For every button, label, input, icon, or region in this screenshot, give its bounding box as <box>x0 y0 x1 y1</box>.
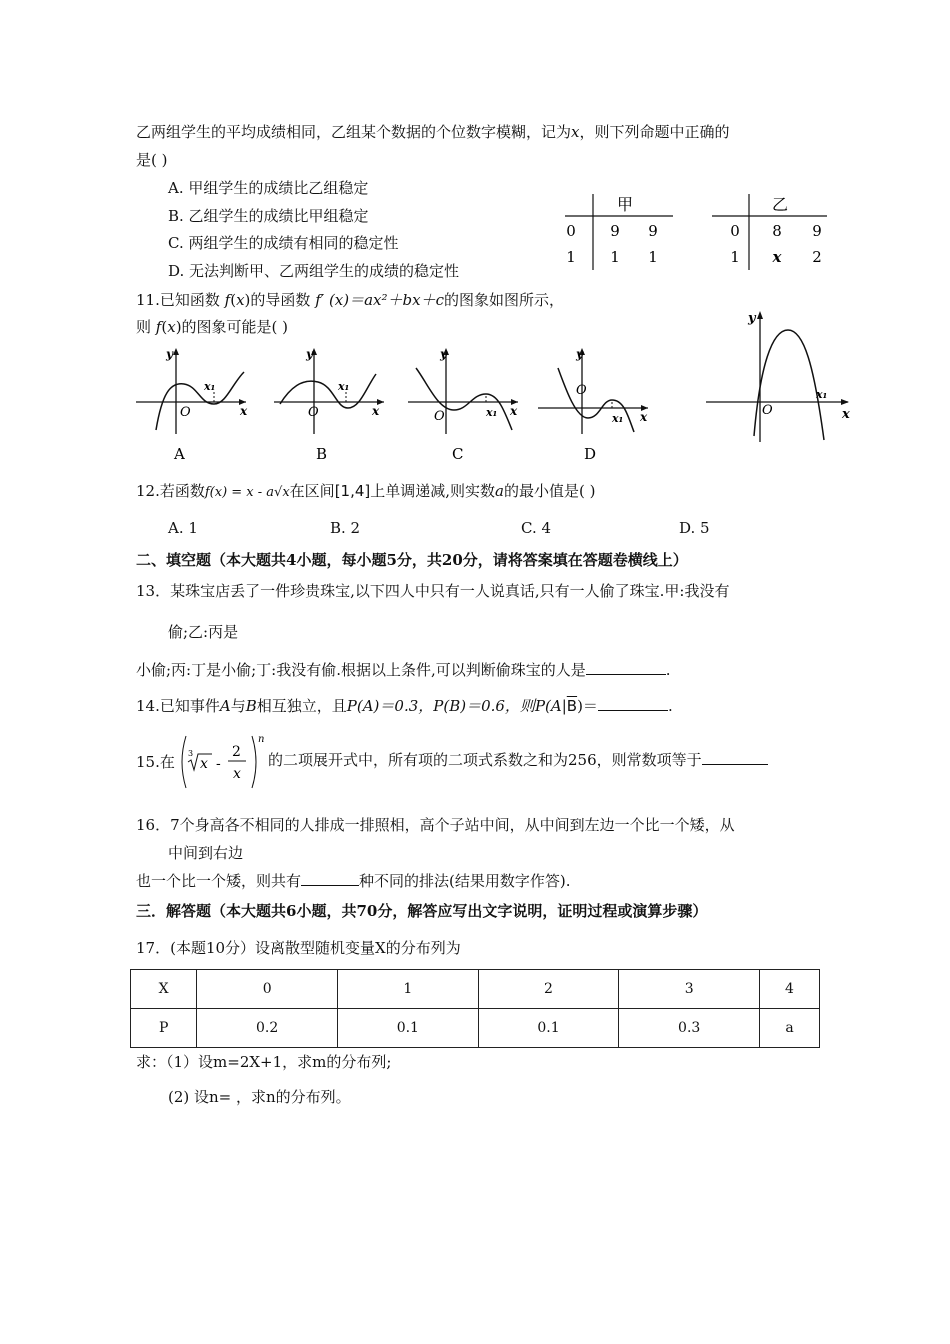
q10-option-b: B. 乙组学生的成绩比甲组稳定 <box>168 207 369 225</box>
svg-text:x: x <box>842 407 850 422</box>
stem-leaf-yi <box>712 194 827 270</box>
svg-text:O: O <box>762 403 773 418</box>
svg-text:n: n <box>258 734 265 745</box>
q13-line2: 偷;乙:丙是 <box>168 623 239 641</box>
distribution-table-row: P 0.2 0.1 0.1 0.3 a <box>131 1009 820 1048</box>
graph-b-label: B <box>316 445 328 462</box>
q15-label: 15.在 <box>136 753 175 771</box>
graph-c-label: C <box>452 445 464 462</box>
svg-text:1: 1 <box>648 248 658 266</box>
svg-text:2: 2 <box>812 248 822 266</box>
q12-option-c: C. 4 <box>521 519 552 537</box>
graph-a <box>134 344 254 462</box>
q17-title: 17．(本题10分）设离散型随机变量X的分布列为 <box>136 939 461 957</box>
svg-text:y: y <box>748 311 756 326</box>
q16-line1: 16．7个身高各不相同的人排成一排照相，高个子站中间，从中间到左边一个比一个矮，从 <box>136 816 735 834</box>
section-2-heading: 二、填空题（本大题共4小题，每小题5分，共20分，请将答案填在答题卷横线上） <box>136 551 688 569</box>
svg-text:x: x <box>510 404 518 418</box>
svg-text:x₁: x₁ <box>816 388 828 401</box>
svg-text:y: y <box>306 347 313 361</box>
q10-stem-line2: 是( ) <box>136 151 168 169</box>
q17-ask-1: 求：（1）设m=2X+1，求m的分布列; <box>136 1053 392 1071</box>
q13-line3: 小偷;丙:丁是小偷;丁:我没有偷.根据以上条件,可以判断偷珠宝的人是 . <box>136 661 671 679</box>
q15-answer-blank[interactable] <box>702 750 768 765</box>
svg-text:0: 0 <box>566 222 576 240</box>
graph-c <box>406 344 526 462</box>
svg-text:x₁: x₁ <box>338 380 350 393</box>
q15-binomial-expression <box>176 730 270 794</box>
distribution-table <box>130 969 820 1048</box>
q12-option-b: B. 2 <box>330 519 361 537</box>
q11-stem-line2: 则 f(x)的图象可能是( ) <box>136 318 289 336</box>
q14-answer-blank[interactable] <box>598 696 668 711</box>
svg-text:0: 0 <box>730 222 740 240</box>
svg-text:x₁: x₁ <box>204 380 216 393</box>
svg-text:x: x <box>772 248 782 266</box>
svg-text:x: x <box>240 404 248 418</box>
q11-stem-line1: 11.已知函数 f(x)的导函数 f′ (x)＝ax²＋bx＋c的图象如图所示， <box>136 291 564 309</box>
svg-text:y: y <box>576 347 583 361</box>
svg-text:2: 2 <box>232 744 241 760</box>
q16-line3: 也一个比一个矮，则共有 种不同的排法(结果用数字作答). <box>136 872 571 890</box>
svg-text:1: 1 <box>610 248 620 266</box>
graph-d <box>536 344 656 462</box>
svg-text:8: 8 <box>772 222 782 240</box>
svg-text:-: - <box>216 756 221 772</box>
svg-text:O: O <box>180 405 191 420</box>
svg-text:1: 1 <box>730 248 740 266</box>
q10-stem-line1: 乙两组学生的平均成绩相同，乙组某个数据的个位数字模糊，记为x，则下列命题中正确的 <box>136 123 730 141</box>
svg-text:9: 9 <box>610 222 620 240</box>
q12-stem: 12.若函数f(x) = x - a√x在区间[1,4]上单调递减,则实数a的最小值是( ) <box>136 482 596 500</box>
svg-text:O: O <box>576 383 587 398</box>
svg-text:x: x <box>233 766 241 782</box>
q15-stem: 的二项展开式中，所有项的二项式系数之和为256，则常数项等于 <box>268 750 768 770</box>
stem-leaf-jia-title: 甲 <box>616 195 634 214</box>
svg-text:9: 9 <box>648 222 658 240</box>
svg-text:y: y <box>440 347 447 361</box>
q14-stem: 14.已知事件A与B相互独立，且P(A)＝0.3，P(B)＝0.6，则$P(A|\overline{B})=$ . <box>136 697 673 715</box>
q10-option-d: D. 无法判断甲、乙两组学生的成绩的稳定性 <box>168 262 460 280</box>
graph-d-label: D <box>584 445 597 462</box>
q12-option-a: A. 1 <box>168 519 198 537</box>
svg-text:y: y <box>166 347 173 361</box>
q12-option-d: D. 5 <box>679 519 710 537</box>
svg-text:x₁: x₁ <box>612 412 624 425</box>
svg-text:x: x <box>200 756 208 772</box>
q10-option-c: C. 两组学生的成绩有相同的稳定性 <box>168 234 399 252</box>
distribution-table-row: X 0 1 2 3 4 <box>131 970 820 1009</box>
svg-text:9: 9 <box>812 222 822 240</box>
svg-text:1: 1 <box>566 248 576 266</box>
graph-a-label: A <box>174 445 185 462</box>
derivative-graph <box>704 306 854 446</box>
stem-leaf-plots <box>555 186 845 276</box>
q16-line2: 中间到右边 <box>168 844 244 862</box>
svg-text:3: 3 <box>188 749 194 758</box>
q16-answer-blank[interactable] <box>301 871 359 886</box>
graph-b <box>272 344 392 462</box>
svg-text:x: x <box>640 410 648 424</box>
q10-option-a: A. 甲组学生的成绩比乙组稳定 <box>168 179 369 197</box>
section-3-heading: 三．解答题（本大题共6小题，共70分，解答应写出文字说明，证明过程或演算步骤） <box>136 902 708 920</box>
q13-answer-blank[interactable] <box>586 660 666 675</box>
q17-ask-2: (2) 设n= ，求n的分布列。 <box>168 1088 351 1106</box>
svg-text:x: x <box>372 404 380 418</box>
svg-text:O: O <box>434 409 445 424</box>
stem-leaf-jia <box>565 194 673 270</box>
svg-text:x₁: x₁ <box>486 406 498 419</box>
q13-line1: 13．某珠宝店丢了一件珍贵珠宝,以下四人中只有一人说真话,只有一人偷了珠宝.甲:我没有 <box>136 582 730 600</box>
svg-text:O: O <box>308 405 319 420</box>
stem-leaf-yi-title: 乙 <box>771 195 789 214</box>
